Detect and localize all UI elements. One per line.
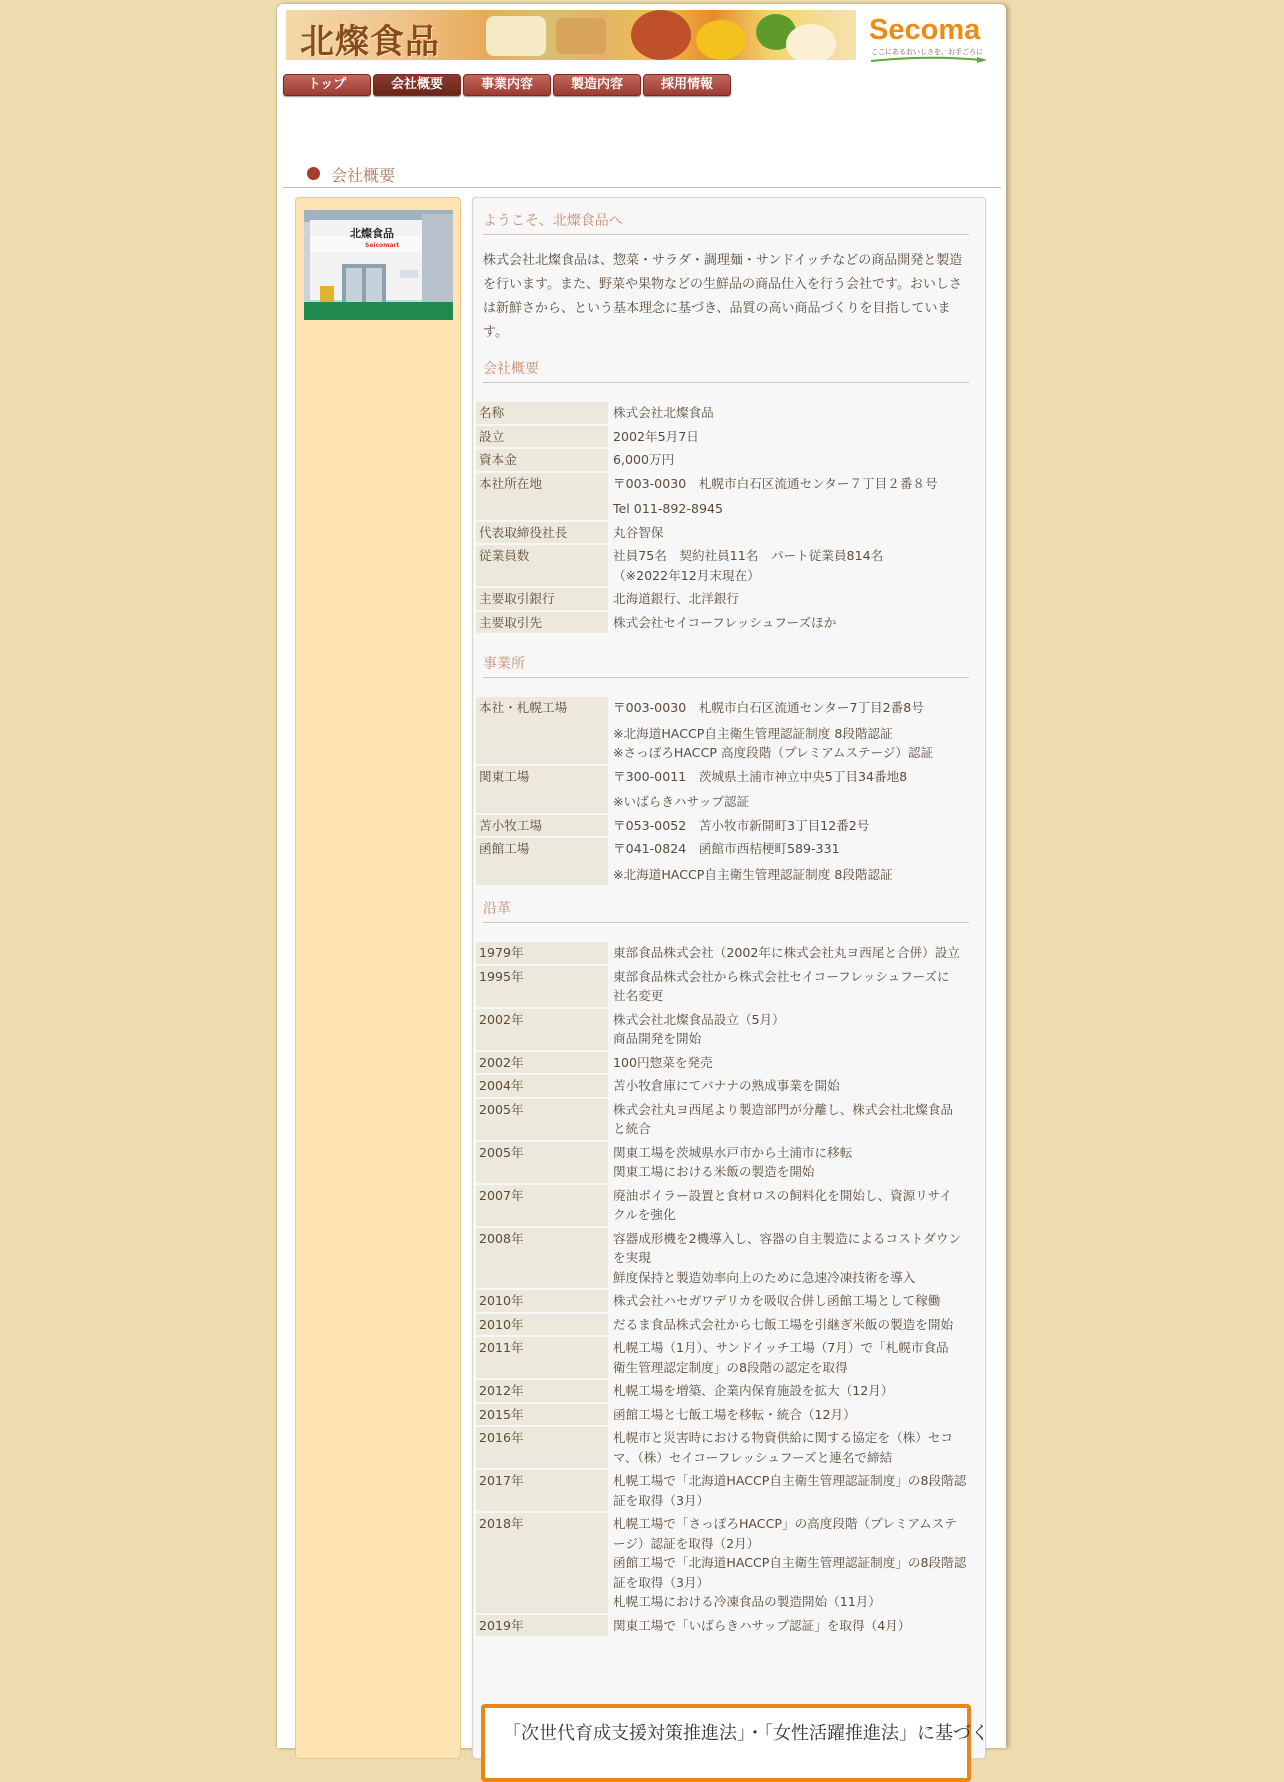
table-row	[476, 1228, 982, 1289]
row-value-line: 札幌工場で「北海道HACCP自主衛生管理認証制度」の8段階認	[613, 1473, 967, 1488]
table-row	[476, 1142, 982, 1183]
row-label: 本社・札幌工場	[476, 697, 608, 764]
row-value	[608, 1052, 982, 1074]
table-row	[476, 1380, 982, 1402]
row-value	[608, 1513, 982, 1613]
nav-company[interactable]: 会社概要	[373, 74, 461, 96]
table-row	[476, 545, 982, 586]
row-value-line: 衛生管理認定制度」の8段階の認定を取得	[613, 1359, 848, 1375]
row-value	[608, 1228, 982, 1289]
row-value-line: 丸谷智保	[613, 524, 664, 540]
row-label: 代表取締役社長	[476, 522, 608, 544]
row-value	[608, 1470, 982, 1511]
table-row	[476, 815, 982, 837]
row-label: 2007年	[476, 1185, 608, 1226]
row-value-line: （※2022年12月末現在）	[613, 567, 760, 583]
history-heading: 沿革	[483, 898, 969, 923]
row-label: 設立	[476, 426, 608, 448]
row-label: 2005年	[476, 1099, 608, 1140]
row-value-line: 札幌工場における冷凍食品の製造開始（11月）	[613, 1594, 881, 1609]
row-value-line: ※さっぽろHACCP 高度段階（プレミアムステージ）認証	[613, 745, 934, 760]
row-value-line: 〒053-0052 苫小牧市新開町3丁目12番2号	[613, 817, 870, 833]
promo-text: 「次世代育成支援対策推進法」・「女性活躍推進法」に基づく	[503, 1723, 989, 1744]
row-label: 2004年	[476, 1075, 608, 1097]
row-value	[608, 1290, 982, 1312]
row-value	[608, 1404, 982, 1426]
table-row	[476, 1314, 982, 1336]
row-value-line: だるま食品株式会社から七飯工場を引継ぎ米飯の製造を開始	[613, 1316, 954, 1332]
table-row	[476, 942, 982, 964]
row-value-line: 関東工場で「いばらきハサップ認証」を取得（4月）	[613, 1617, 911, 1633]
row-value	[608, 1314, 982, 1336]
row-value	[608, 522, 982, 544]
row-value	[608, 402, 982, 424]
row-value-line: ※いばらきハサップ認証	[613, 794, 750, 809]
nav-top[interactable]: トップ	[283, 74, 371, 96]
row-label: 2016年	[476, 1427, 608, 1468]
table-row	[476, 697, 982, 764]
table-row	[476, 1427, 982, 1468]
row-value	[608, 473, 982, 520]
left-sidebar	[295, 197, 461, 1759]
row-value	[608, 588, 982, 610]
table-row	[476, 966, 982, 1007]
row-label: 資本金	[476, 449, 608, 471]
row-label: 従業員数	[476, 545, 608, 586]
row-value-line: 〒041-0824 函館市西桔梗町589-331	[613, 841, 840, 856]
intro-text: 株式会社北燦食品は、惣菜・サラダ・調理麺・サンドイッチなどの商品開発と製造を行います。また、野菜や果物などの生鮮品の商品仕入を行う会社です。おいしさは新鮮さから、という基本理念に基づき、品質の高い商品づくりを目指しています。	[483, 253, 963, 340]
row-value	[608, 697, 982, 764]
row-label: 2019年	[476, 1615, 608, 1637]
table-row	[476, 1513, 982, 1613]
row-value-line: 苫小牧倉庫にてバナナの熟成事業を開始	[613, 1078, 840, 1093]
row-value-line: 2002年5月7日	[613, 428, 699, 444]
row-label: 2010年	[476, 1290, 608, 1312]
row-label: 1979年	[476, 942, 608, 964]
table-row	[476, 522, 982, 544]
row-value-line: 〒003-0030 札幌市白石区流通センター７丁目２番８号	[613, 475, 938, 491]
row-label: 苫小牧工場	[476, 815, 608, 837]
row-value-line: 廃油ボイラー設置と食材ロスの飼料化を開始し、資源リサイ	[613, 1187, 952, 1203]
row-label: 関東工場	[476, 766, 608, 813]
row-value-line: 鮮度保持と製造効率向上のために急速冷凍技術を導入	[613, 1269, 916, 1285]
row-value	[608, 815, 982, 837]
row-value	[608, 449, 982, 471]
logo-swoosh-icon	[869, 55, 989, 65]
row-value	[608, 612, 982, 634]
page-title: 会社概要	[331, 166, 396, 185]
table-row	[476, 449, 982, 471]
table-row	[476, 1009, 982, 1050]
row-value-line: マ、（株）セイコーフレッシュフーズと連名で締結	[613, 1449, 893, 1465]
table-row	[476, 426, 982, 448]
row-value-line: 東部食品株式会社から株式会社セイコーフレッシュフーズに	[613, 968, 950, 984]
promo-banner[interactable]	[481, 1704, 989, 1782]
row-value-line: 株式会社北燦食品設立（5月）	[613, 1011, 785, 1027]
row-value-line: 株式会社北燦食品	[613, 405, 714, 420]
row-value	[608, 1337, 982, 1378]
row-label: 2002年	[476, 1052, 608, 1074]
row-label: 2002年	[476, 1009, 608, 1050]
row-value	[608, 766, 982, 813]
row-label: 2005年	[476, 1142, 608, 1183]
row-label: 名称	[476, 402, 608, 424]
page-container	[277, 4, 1006, 1748]
row-value-line: 株式会社ハセガワデリカを吸収合併し函館工場として稼働	[613, 1293, 941, 1308]
table-row	[476, 838, 982, 885]
row-label: 本社所在地	[476, 473, 608, 520]
row-value	[608, 1427, 982, 1468]
row-value-line: 札幌工場（1月）、サンドイッチ工場（7月）で「札幌市食品	[613, 1340, 949, 1355]
row-value	[608, 1009, 982, 1050]
row-value-line: 関東工場を茨城県水戸市から土浦市に移転	[613, 1144, 853, 1160]
table-row	[476, 766, 982, 813]
row-label: 主要取引銀行	[476, 588, 608, 610]
table-row	[476, 1075, 982, 1097]
row-value-line: 100円惣菜を発売	[613, 1054, 713, 1070]
offices-table	[476, 695, 982, 887]
row-label: 主要取引先	[476, 612, 608, 634]
row-value-line: 株式会社セイコーフレッシュフーズほか	[613, 614, 837, 630]
row-value-line: 社員75名 契約社員11名 パート従業員814名	[613, 548, 884, 563]
store-sign-name: 北燦食品	[350, 227, 394, 240]
row-value-line: 関東工場における米飯の製造を開始	[613, 1164, 815, 1179]
row-label: 2010年	[476, 1314, 608, 1336]
row-value-line: 函館工場で「北海道HACCP自主衛生管理認証制度」の8段階認	[613, 1555, 967, 1570]
table-row	[476, 1470, 982, 1511]
row-value-line: 容器成形機を2機導入し、容器の自主製造によるコストダウン	[613, 1230, 962, 1246]
row-value-line: を実現	[613, 1250, 651, 1265]
table-row	[476, 1290, 982, 1312]
row-value-line: 株式会社丸ヨ西尾より製造部門が分離し、株式会社北燦食品	[613, 1101, 954, 1117]
row-value-line: 〒003-0030 札幌市白石区流通センター7丁目2番8号	[613, 700, 924, 715]
store-sign-logo: Seicomart	[365, 242, 400, 249]
row-value-line: 証を取得（3月）	[613, 1492, 710, 1508]
table-row	[476, 473, 982, 520]
row-value-line: 札幌工場を増築、企業内保育施設を拡大（12月）	[613, 1383, 894, 1398]
table-row	[476, 1615, 982, 1637]
table-row	[476, 1052, 982, 1074]
row-label: 2015年	[476, 1404, 608, 1426]
header-banner	[286, 10, 856, 60]
table-row	[476, 1404, 982, 1426]
table-row	[476, 588, 982, 610]
history-table	[476, 940, 982, 1638]
logo-text: Secoma	[869, 14, 981, 46]
row-value	[608, 426, 982, 448]
overview-table	[476, 400, 982, 635]
row-value	[608, 1615, 982, 1637]
row-label: 2012年	[476, 1380, 608, 1402]
row-value-line: ※北海道HACCP自主衛生管理認証制度 8段階認証	[613, 866, 893, 882]
welcome-heading: ようこそ、北燦食品へ	[483, 210, 969, 235]
row-value-line: と統合	[613, 1121, 651, 1136]
table-row	[476, 1099, 982, 1140]
nav-business[interactable]: 事業内容	[463, 74, 551, 96]
row-value-line: クルを強化	[613, 1207, 676, 1222]
logo-tagline: ここにあるおいしさを、お手ごろに	[871, 48, 983, 56]
nav-recruit[interactable]: 採用情報	[643, 74, 731, 96]
row-value-line: 札幌工場で「さっぽろHACCP」の高度段階（プレミアムステ	[613, 1516, 957, 1531]
secoma-logo[interactable]	[869, 14, 993, 64]
row-label: 1995年	[476, 966, 608, 1007]
row-value	[608, 942, 982, 964]
row-value-line: Tel 011-892-8945	[613, 501, 724, 516]
table-row	[476, 402, 982, 424]
row-label: 函館工場	[476, 838, 608, 885]
row-label: 2008年	[476, 1228, 608, 1289]
store-photo	[304, 210, 453, 320]
row-value	[608, 545, 982, 586]
nav-products[interactable]: 製造内容	[553, 74, 641, 96]
row-value-line: 6,000万円	[613, 452, 675, 467]
row-value	[608, 1142, 982, 1183]
overview-heading: 会社概要	[483, 358, 969, 383]
divider	[283, 187, 1001, 188]
row-value	[608, 1380, 982, 1402]
row-value-line: 社名変更	[613, 988, 664, 1003]
main-content	[472, 197, 989, 1759]
row-value-line: ※北海道HACCP自主衛生管理認証制度 8段階認証	[613, 725, 893, 741]
row-value-line: 商品開発を開始	[613, 1031, 702, 1046]
row-value-line: 証を取得（3月）	[613, 1574, 710, 1590]
row-value-line: 函館工場と七飯工場を移転・統合（12月）	[613, 1406, 856, 1422]
row-label: 2011年	[476, 1337, 608, 1378]
row-value	[608, 838, 982, 885]
row-value-line: 東部食品株式会社（2002年に株式会社丸ヨ西尾と合併）設立	[613, 945, 960, 960]
bullet-icon	[307, 167, 320, 180]
table-row	[476, 612, 982, 634]
offices-heading: 事業所	[483, 653, 969, 678]
row-value-line: ージ）認証を取得（2月）	[613, 1535, 760, 1551]
row-value-line: 北海道銀行、北洋銀行	[613, 591, 739, 606]
row-value	[608, 1075, 982, 1097]
row-value	[608, 1099, 982, 1140]
row-label: 2017年	[476, 1470, 608, 1511]
row-value-line: 〒300-0011 茨城県土浦市神立中央5丁目34番地8	[613, 768, 908, 784]
row-label: 2018年	[476, 1513, 608, 1613]
table-row	[476, 1337, 982, 1378]
table-row	[476, 1185, 982, 1226]
brand-title: 北燦食品	[300, 22, 440, 60]
row-value-line: 札幌市と災害時における物資供給に関する協定を（株）セコ	[613, 1430, 954, 1445]
row-value	[608, 966, 982, 1007]
row-value	[608, 1185, 982, 1226]
